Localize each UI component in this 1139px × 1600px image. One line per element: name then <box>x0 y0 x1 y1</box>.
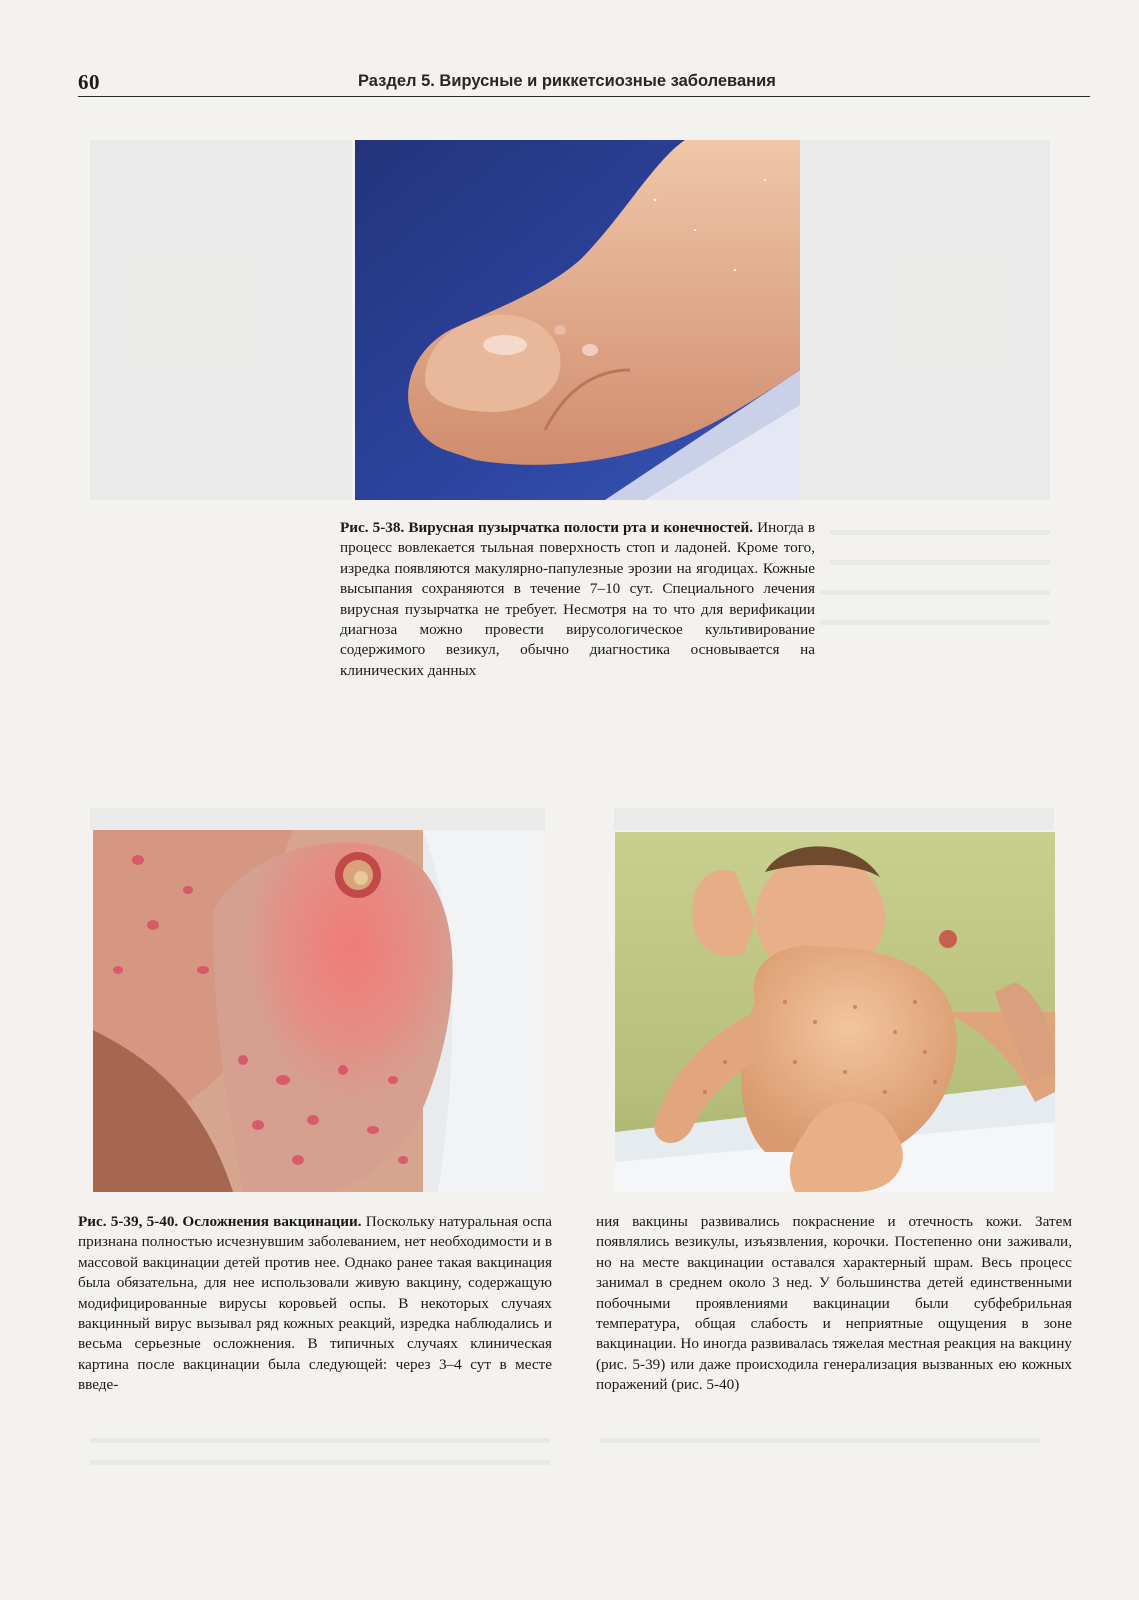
running-head: Раздел 5. Вирусные и риккетсиозные заболевания <box>358 72 776 90</box>
show-through-line <box>820 620 1050 625</box>
show-through-line <box>820 590 1050 595</box>
show-through-block <box>800 140 1050 500</box>
figure-39-40-caption-text-1: Поскольку натуральная оспа признана полностью исчезнувшим заболеванием, нет необходимости и в массовой вакцинации детей против нее. Однако ранее такая вакцинация была обязательна, для нее использовали живую вакцину, содержащую модифицированные вирусы коровьей оспы. В некоторых случаях вакцинный вирус вызывал ряд кожных реакций, изредка наблюдались и весьма серьезные осложнения. В типичных случаях клиническая картина после вакцинации была следующей: через 3–4 сут в месте введе- <box>78 1213 553 1394</box>
figure-39-40-caption-col2 <box>596 1212 1072 1396</box>
figure-38-caption <box>340 518 815 681</box>
figure-39-40-caption-title: Рис. 5-39, 5-40. Осложнения вакцинации. <box>78 1213 362 1230</box>
generalized-vaccinia-photo <box>615 832 1055 1192</box>
figure-38-caption-text: Иногда в процесс вовлекается тыльная поверхность стоп и ладоней. Кроме того, изредка появляются макулярно-папулезные эрозии на ягодицах. Кожные высыпания сохраняются в течение 7–10 сут. Специального лечения вирусная пузырчатка не требует. Несмотря на то что для верификации диагноза можно провести вирусологическое культивирование содержимого везикул, обычно диагностика основывается на клинических данных <box>340 519 815 679</box>
foot-vesicles-photo <box>355 140 800 500</box>
figure-39-40-caption-text-2: ния вакцины развивались покраснение и отечность кожи. Затем появлялись везикулы, изъязвления, корочки. Постепенно они заживали, но на месте вакцинации оставался характерный шрам. Весь процесс занимал в среднем около 3 нед. У большинства детей единственными побочными проявлениями вакцинации были субфебрильная температура, общая слабость и неприятные ощущения в зоне вакцинации. Но иногда развивалась тяжелая местная реакция на вакцину (рис. 5-39) или даже происходила генерализация вызванных ею кожных поражений (рис. 5-40) <box>596 1213 1072 1394</box>
header-rule <box>78 96 1090 97</box>
show-through-line <box>830 530 1050 535</box>
show-through-line <box>830 560 1050 565</box>
figure-38-caption-title: Рис. 5-38. Вирусная пузырчатка полости рта и конечностей. <box>340 519 754 536</box>
page-number: 60 <box>78 70 100 94</box>
figure-39-40-caption-col1 <box>78 1212 552 1396</box>
show-through-line <box>90 1438 550 1443</box>
show-through-block <box>614 808 1054 830</box>
show-through-line <box>600 1438 1040 1443</box>
show-through-block <box>90 140 352 500</box>
show-through-line <box>90 1460 550 1465</box>
vaccination-reaction-photo <box>93 830 540 1192</box>
show-through-block <box>90 808 545 830</box>
